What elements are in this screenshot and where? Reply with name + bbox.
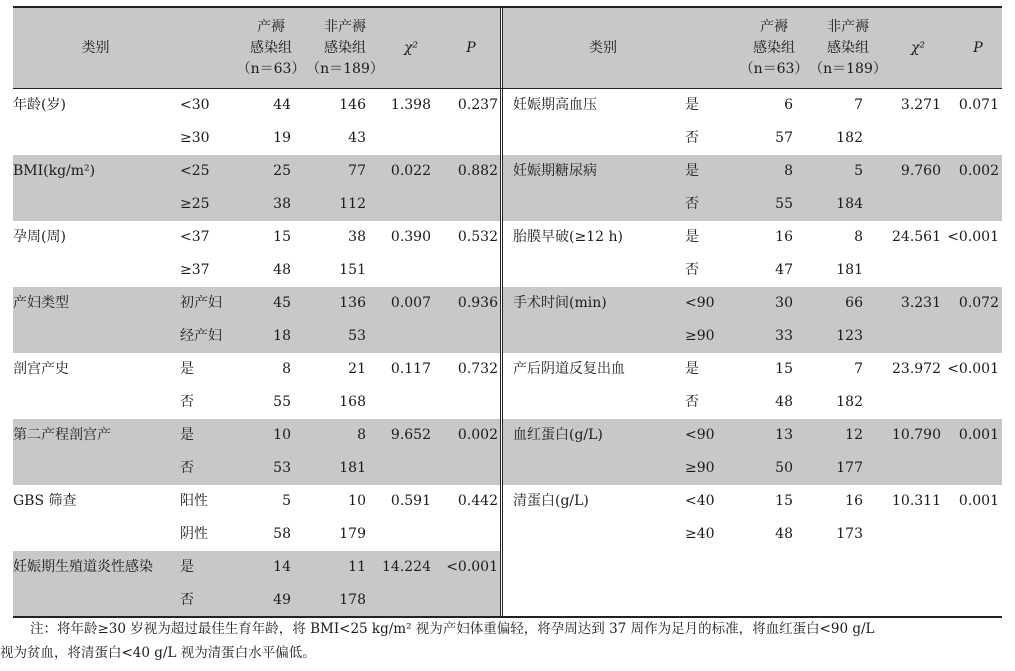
footnote-line-2: 视为贫血，将清蛋白<40 g/L 视为清蛋白水平偏低。 <box>0 645 316 661</box>
non-infection-count: 53 <box>348 328 366 344</box>
header-chi-label: χ² <box>403 39 419 56</box>
p-value: <0.001 <box>446 559 498 575</box>
header-group1-line1: 产褥 <box>760 18 788 35</box>
variable-group <box>13 287 500 353</box>
chi-square-value: 24.561 <box>892 229 941 245</box>
non-infection-count: 182 <box>836 394 863 410</box>
non-infection-count: 184 <box>836 196 863 212</box>
non-infection-count: 112 <box>339 196 366 212</box>
level-label: 是 <box>180 427 194 443</box>
chi-square-value: 23.972 <box>892 361 941 377</box>
header-p <box>958 8 998 88</box>
header-group2-line2: 感染组 <box>827 39 869 56</box>
non-infection-count: 21 <box>348 361 366 377</box>
chi-square-value: 0.022 <box>390 163 431 179</box>
header-group1-line1: 产褥 <box>257 18 285 35</box>
chi-square-value: 1.398 <box>390 97 431 113</box>
p-value: 0.442 <box>457 493 498 509</box>
infection-count: 55 <box>775 196 793 212</box>
infection-count: 53 <box>273 460 291 476</box>
header-group1-n: （n＝63） <box>236 60 306 77</box>
non-infection-count: 77 <box>348 163 366 179</box>
chi-square-value: 0.007 <box>390 295 431 311</box>
chi-square-value: 14.224 <box>382 559 431 575</box>
level-label: 否 <box>685 262 699 278</box>
variable-group <box>13 551 500 617</box>
p-value: 0.532 <box>457 229 498 245</box>
infection-count: 14 <box>273 559 291 575</box>
infection-count: 15 <box>273 229 291 245</box>
variable-group <box>13 155 500 221</box>
level-label: 否 <box>685 196 699 212</box>
infection-count: 45 <box>273 295 291 311</box>
infection-count: 30 <box>775 295 793 311</box>
variable-group <box>13 221 500 287</box>
infection-count: 19 <box>273 130 291 146</box>
non-infection-count: 168 <box>339 394 366 410</box>
p-value: 0.002 <box>958 163 999 179</box>
infection-count: 48 <box>273 262 291 278</box>
variable-group <box>503 89 1002 155</box>
infection-count: 47 <box>775 262 793 278</box>
level-label: 初产妇 <box>180 295 222 311</box>
header-p-label: P <box>973 39 983 56</box>
level-label: 是 <box>685 163 699 179</box>
p-value: 0.732 <box>457 361 498 377</box>
left-header-row <box>13 8 500 88</box>
non-infection-count: 8 <box>357 427 366 443</box>
level-label: ≥30 <box>180 130 210 146</box>
table-footnote <box>0 617 1010 665</box>
p-value: 0.936 <box>457 295 498 311</box>
header-chi <box>898 8 938 88</box>
header-group2-line1: 非产褥 <box>324 18 366 35</box>
variable-name: 孕周(周) <box>13 229 66 245</box>
variable-name: 第二产程剖宫产 <box>13 427 111 443</box>
level-label: ≥37 <box>180 262 210 278</box>
infection-count: 16 <box>775 229 793 245</box>
level-label: 否 <box>180 460 194 476</box>
non-infection-count: 146 <box>339 97 366 113</box>
infection-count: 15 <box>775 361 793 377</box>
header-group1-n: （n＝63） <box>739 60 809 77</box>
non-infection-count: 11 <box>348 559 366 575</box>
header-chi <box>391 8 431 88</box>
p-value: 0.237 <box>457 97 498 113</box>
variable-name: 剖宫产史 <box>13 361 69 377</box>
header-group2-n: （n＝189） <box>306 60 384 77</box>
header-p-label: P <box>466 39 476 56</box>
variable-name: BMI(kg/m²) <box>13 163 96 179</box>
level-label: ≥90 <box>685 328 715 344</box>
non-infection-count: 178 <box>339 592 366 608</box>
header-group1-line2: 感染组 <box>753 39 795 56</box>
variable-group <box>503 287 1002 353</box>
level-label: 否 <box>180 592 194 608</box>
infection-count: 8 <box>784 163 793 179</box>
non-infection-count: 182 <box>836 130 863 146</box>
infection-count: 50 <box>775 460 793 476</box>
chi-square-value: 3.271 <box>900 97 941 113</box>
level-label: ≥40 <box>685 526 715 542</box>
chi-square-value: 10.311 <box>892 493 941 509</box>
infection-count: 44 <box>273 97 291 113</box>
header-group2-line2: 感染组 <box>324 39 366 56</box>
level-label: <37 <box>180 229 210 245</box>
variable-name: 妊娠期生殖道炎性感染 <box>13 559 153 575</box>
variable-name: 年龄(岁) <box>13 97 66 113</box>
p-value: 0.001 <box>958 493 999 509</box>
variable-name: 妊娠期高血压 <box>513 97 597 113</box>
variable-group <box>13 353 500 419</box>
level-label: ≥25 <box>180 196 210 212</box>
non-infection-count: 181 <box>339 460 366 476</box>
variable-group <box>13 89 500 155</box>
p-value: 0.001 <box>958 427 999 443</box>
header-chi-label: χ² <box>910 39 926 56</box>
header-rule <box>13 88 1002 89</box>
infection-count: 58 <box>273 526 291 542</box>
level-label: 是 <box>685 229 699 245</box>
non-infection-count: 7 <box>854 361 863 377</box>
panel-divider <box>500 6 503 618</box>
infection-count: 6 <box>784 97 793 113</box>
non-infection-count: 151 <box>339 262 366 278</box>
p-value: 0.882 <box>457 163 498 179</box>
infection-count: 57 <box>775 130 793 146</box>
level-label: 是 <box>685 361 699 377</box>
level-label: 是 <box>180 361 194 377</box>
level-label: <30 <box>180 97 210 113</box>
infection-count: 55 <box>273 394 291 410</box>
level-label: 阴性 <box>180 526 208 542</box>
level-label: 否 <box>685 394 699 410</box>
chi-square-value: 0.117 <box>390 361 431 377</box>
level-label: 否 <box>180 394 194 410</box>
non-infection-count: 8 <box>854 229 863 245</box>
right-header-row <box>503 8 1002 88</box>
non-infection-count: 123 <box>836 328 863 344</box>
non-infection-count: 10 <box>348 493 366 509</box>
variable-name: 胎膜早破(≥12 h) <box>513 229 623 245</box>
level-label: 是 <box>180 559 194 575</box>
variable-group <box>13 485 500 551</box>
variable-group <box>503 419 1002 485</box>
chi-square-value: 9.760 <box>900 163 941 179</box>
infection-count: 48 <box>775 394 793 410</box>
header-group1-line2: 感染组 <box>250 39 292 56</box>
non-infection-count: 173 <box>836 526 863 542</box>
variable-name: 妊娠期糖尿病 <box>513 163 597 179</box>
non-infection-count: 177 <box>836 460 863 476</box>
variable-name: 血红蛋白(g/L) <box>513 427 603 443</box>
chi-square-value: 10.790 <box>892 427 941 443</box>
non-infection-count: 136 <box>339 295 366 311</box>
footnote-line-1: 注：将年龄≥30 岁视为超过最佳生育年龄，将 BMI<25 kg/m² 视为产妇体重偏轻，将孕周达到 37 周作为足月的标准，将血红蛋白<90 g/L <box>30 621 875 637</box>
p-value: <0.001 <box>947 229 999 245</box>
level-label: <25 <box>180 163 210 179</box>
header-category <box>13 8 178 88</box>
infection-count: 38 <box>273 196 291 212</box>
variable-name: 清蛋白(g/L) <box>513 493 589 509</box>
level-label: <90 <box>685 295 715 311</box>
infection-count: 25 <box>273 163 291 179</box>
variable-group <box>503 221 1002 287</box>
header-group2-line1: 非产褥 <box>827 18 869 35</box>
header-category-label: 类别 <box>589 39 617 56</box>
variable-group <box>503 155 1002 221</box>
chi-square-value: 0.390 <box>390 229 431 245</box>
p-value: 0.002 <box>457 427 498 443</box>
non-infection-count: 66 <box>845 295 863 311</box>
non-infection-count: 181 <box>836 262 863 278</box>
non-infection-count: 43 <box>348 130 366 146</box>
infection-count: 33 <box>775 328 793 344</box>
level-label: 阳性 <box>180 493 208 509</box>
infection-count: 5 <box>282 493 291 509</box>
header-group1 <box>235 8 307 88</box>
infection-count: 10 <box>273 427 291 443</box>
variable-group <box>503 485 1002 551</box>
header-group2 <box>808 8 888 88</box>
variable-name: 手术时间(min) <box>513 295 607 311</box>
infection-count: 8 <box>282 361 291 377</box>
non-infection-count: 38 <box>348 229 366 245</box>
level-label: <40 <box>685 493 715 509</box>
chi-square-value: 9.652 <box>390 427 431 443</box>
variable-name: GBS 筛查 <box>13 493 77 509</box>
header-category <box>503 8 703 88</box>
level-label: 否 <box>685 130 699 146</box>
level-label: 经产妇 <box>180 328 222 344</box>
p-value: 0.072 <box>958 295 999 311</box>
header-group2-n: （n＝189） <box>809 60 887 77</box>
non-infection-count: 179 <box>339 526 366 542</box>
infection-count: 15 <box>775 493 793 509</box>
header-group1 <box>738 8 810 88</box>
chi-square-value: 0.591 <box>390 493 431 509</box>
variable-name: 产妇类型 <box>13 295 69 311</box>
infection-count: 13 <box>775 427 793 443</box>
non-infection-count: 5 <box>854 163 863 179</box>
infection-count: 48 <box>775 526 793 542</box>
non-infection-count: 12 <box>845 427 863 443</box>
non-infection-count: 16 <box>845 493 863 509</box>
header-category-label: 类别 <box>81 39 110 56</box>
variable-group <box>13 419 500 485</box>
level-label: ≥90 <box>685 460 715 476</box>
variable-name: 产后阴道反复出血 <box>513 361 625 377</box>
p-value: <0.001 <box>947 361 999 377</box>
infection-count: 18 <box>273 328 291 344</box>
variable-group <box>503 353 1002 419</box>
level-label: 是 <box>685 97 699 113</box>
header-p <box>451 8 491 88</box>
header-group2 <box>305 8 385 88</box>
p-value: 0.071 <box>958 97 999 113</box>
infection-count: 49 <box>273 592 291 608</box>
non-infection-count: 7 <box>854 97 863 113</box>
level-label: <90 <box>685 427 715 443</box>
chi-square-value: 3.231 <box>900 295 941 311</box>
